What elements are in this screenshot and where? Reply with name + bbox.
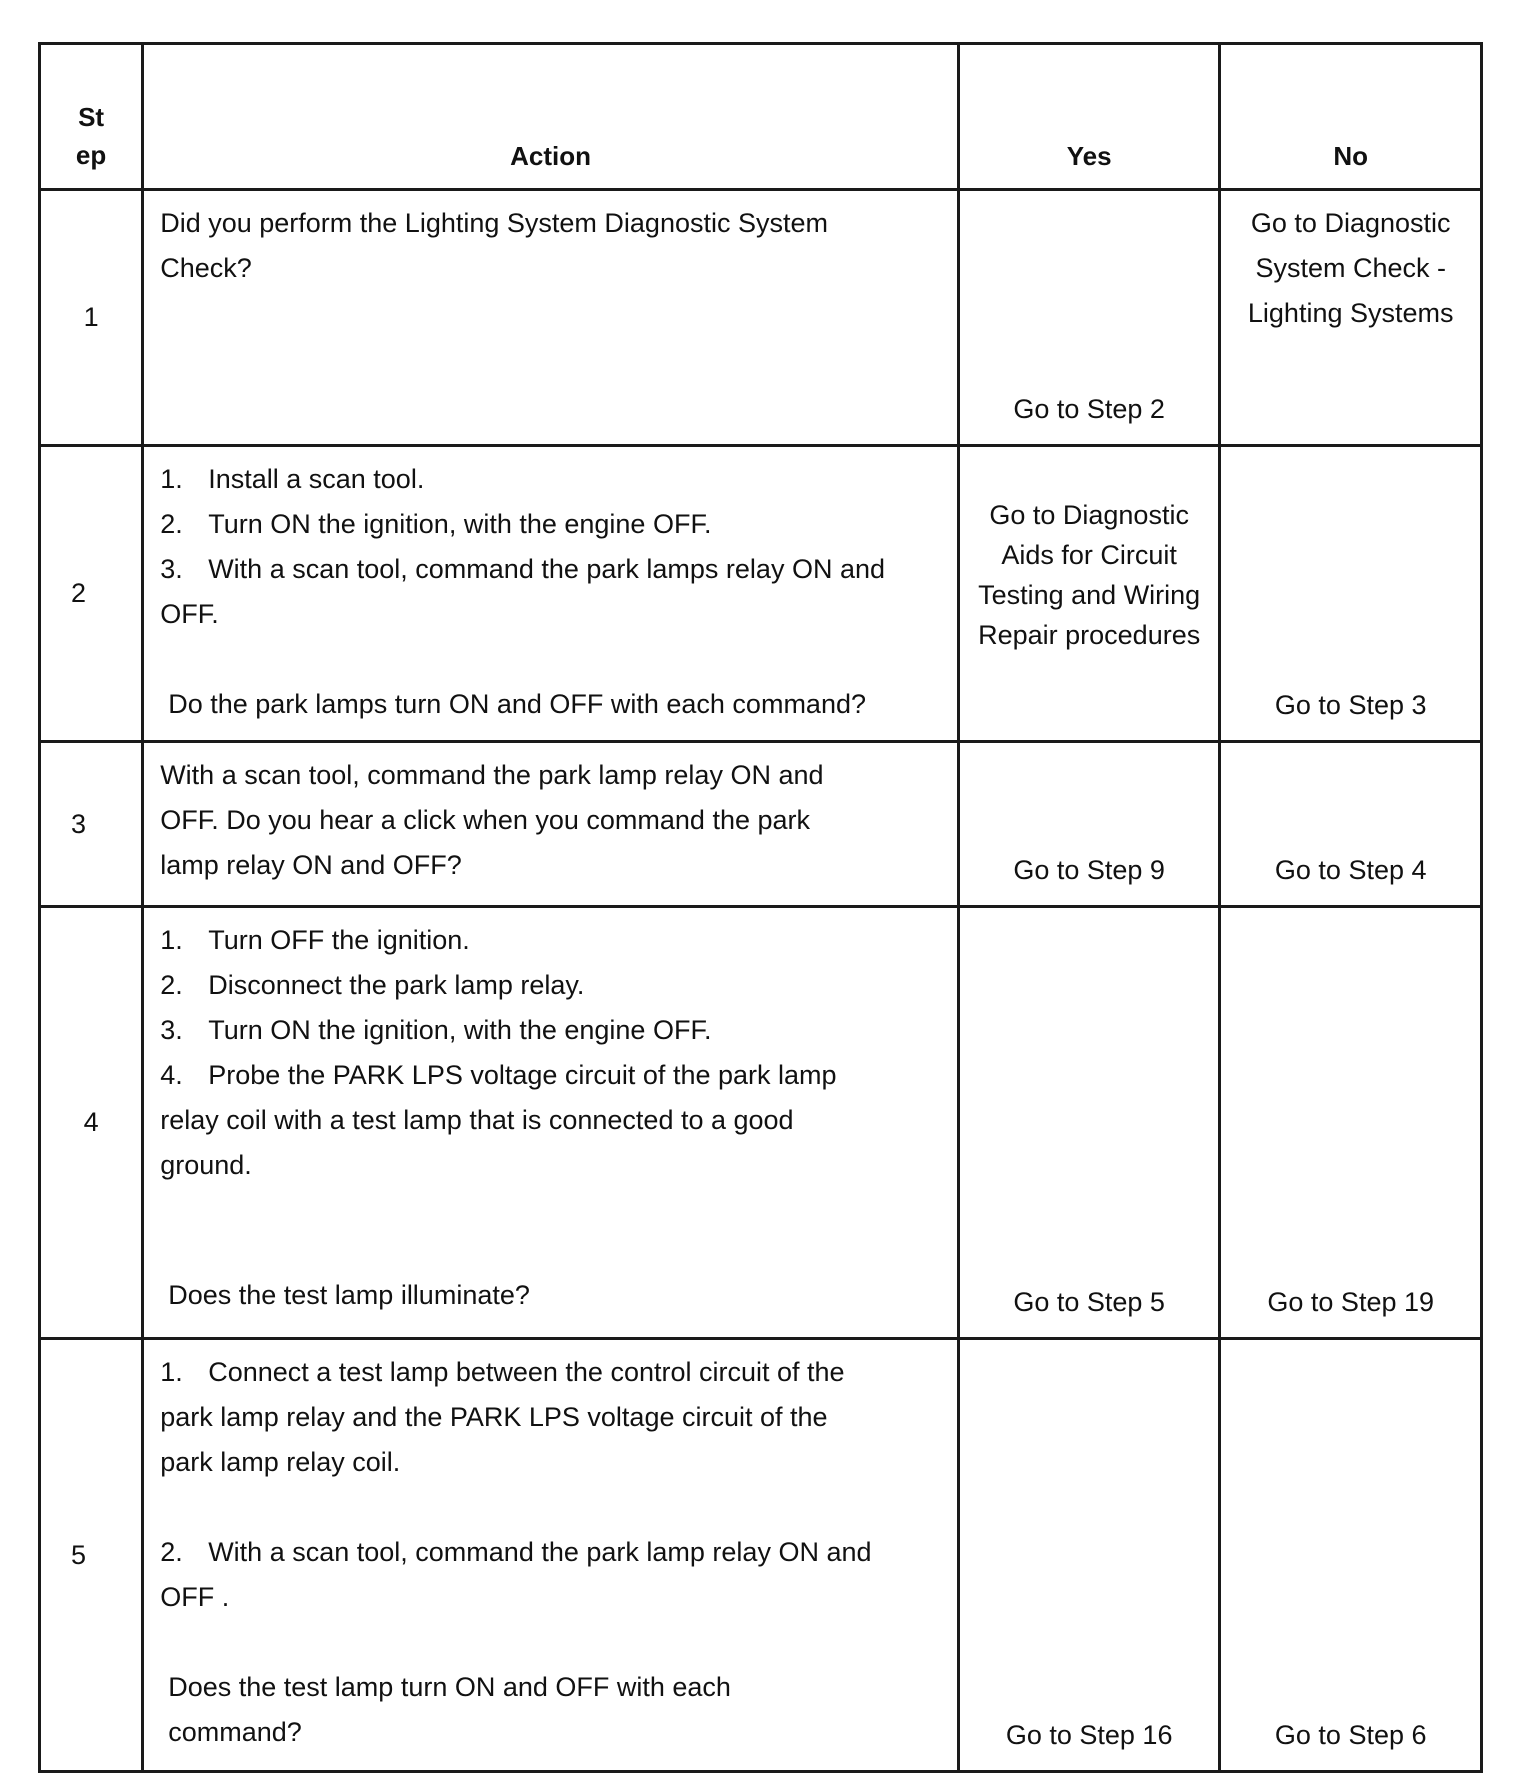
list-item: 3. With a scan tool, command the park lamps relay ON and OFF. — [160, 554, 885, 629]
list-item-text: With a scan tool, command the park lamps relay ON and OFF. — [160, 554, 885, 629]
table-row — [40, 190, 1482, 446]
action-cell — [143, 742, 959, 907]
step-number: 1 — [40, 190, 143, 446]
action-cell — [143, 1339, 959, 1772]
no-cell: Go to Step 3 — [1220, 446, 1482, 742]
yes-cell: Go to Step 9 — [958, 742, 1220, 907]
list-item-text: Install a scan tool. — [208, 464, 425, 494]
yes-cell — [958, 446, 1220, 742]
list-item-text: Turn OFF the ignition. — [208, 925, 470, 955]
question-text: Do the park lamps turn ON and OFF with each command? — [168, 689, 866, 719]
header-action: Action — [143, 44, 959, 190]
header-step — [40, 44, 143, 190]
no-cell: Go to Step 19 — [1220, 907, 1482, 1339]
action-text: With a scan tool, command the park lamp relay ON and OFF. Do you hear a click when you command the park lamp relay ON and OFF? — [160, 760, 824, 880]
step-number: 5 — [40, 1339, 143, 1772]
list-item: 1. Install a scan tool. — [160, 464, 425, 494]
header-step-label: St ep — [75, 102, 107, 170]
table-row — [40, 1339, 1482, 1772]
list-item: 2. Turn ON the ignition, with the engine OFF. — [160, 509, 712, 539]
list-item-text: With a scan tool, command the park lamp relay ON and OFF . — [160, 1537, 872, 1612]
list-item: 4. Probe the PARK LPS voltage circuit of the park lamp relay coil with a test lamp that is connected to a good ground. — [160, 1060, 837, 1180]
list-item: 1. Connect a test lamp between the control circuit of the park lamp relay and the PARK LPS voltage circuit of the park lamp relay coil. — [160, 1357, 845, 1477]
list-item: 2. With a scan tool, command the park lamp relay ON and OFF . — [160, 1537, 872, 1612]
table-row — [40, 446, 1482, 742]
yes-text: Go to Diagnostic Aids for Circuit Testing and Wiring Repair procedures — [978, 500, 1201, 650]
step-number: 2 — [40, 446, 143, 742]
yes-cell: Go to Step 2 — [958, 190, 1220, 446]
no-text: Go to Diagnostic System Check - Lighting Systems — [1247, 208, 1454, 328]
action-cell — [143, 446, 959, 742]
table-row — [40, 742, 1482, 907]
list-item-text: Probe the PARK LPS voltage circuit of the park lamp relay coil with a test lamp that is connected to a good ground. — [160, 1060, 837, 1180]
yes-cell: Go to Step 16 — [958, 1339, 1220, 1772]
question-text: Does the test lamp illuminate? — [168, 1280, 530, 1310]
header-row — [40, 44, 1482, 190]
list-item-text: Connect a test lamp between the control circuit of the park lamp relay and the PARK LPS voltage circuit of the park lamp relay coil. — [160, 1357, 845, 1477]
header-no: No — [1220, 44, 1482, 190]
list-item: 1. Turn OFF the ignition. — [160, 925, 470, 955]
action-text: Did you perform the Lighting System Diagnostic System Check? — [160, 208, 828, 283]
table-row — [40, 907, 1482, 1339]
no-cell — [1220, 190, 1482, 446]
diagnostic-table — [38, 42, 1483, 1773]
yes-cell: Go to Step 5 — [958, 907, 1220, 1339]
action-cell — [143, 907, 959, 1339]
no-cell: Go to Step 6 — [1220, 1339, 1482, 1772]
list-item-text: Disconnect the park lamp relay. — [208, 970, 585, 1000]
list-item-text: Turn ON the ignition, with the engine OFF. — [208, 509, 712, 539]
step-number: 4 — [40, 907, 143, 1339]
action-cell — [143, 190, 959, 446]
list-item: 2. Disconnect the park lamp relay. — [160, 970, 585, 1000]
question-text: Does the test lamp turn ON and OFF with each command? — [168, 1672, 731, 1747]
no-cell: Go to Step 4 — [1220, 742, 1482, 907]
list-item: 3. Turn ON the ignition, with the engine OFF. — [160, 1015, 712, 1045]
list-item-text: Turn ON the ignition, with the engine OFF. — [208, 1015, 712, 1045]
step-number: 3 — [40, 742, 143, 907]
header-yes: Yes — [958, 44, 1220, 190]
